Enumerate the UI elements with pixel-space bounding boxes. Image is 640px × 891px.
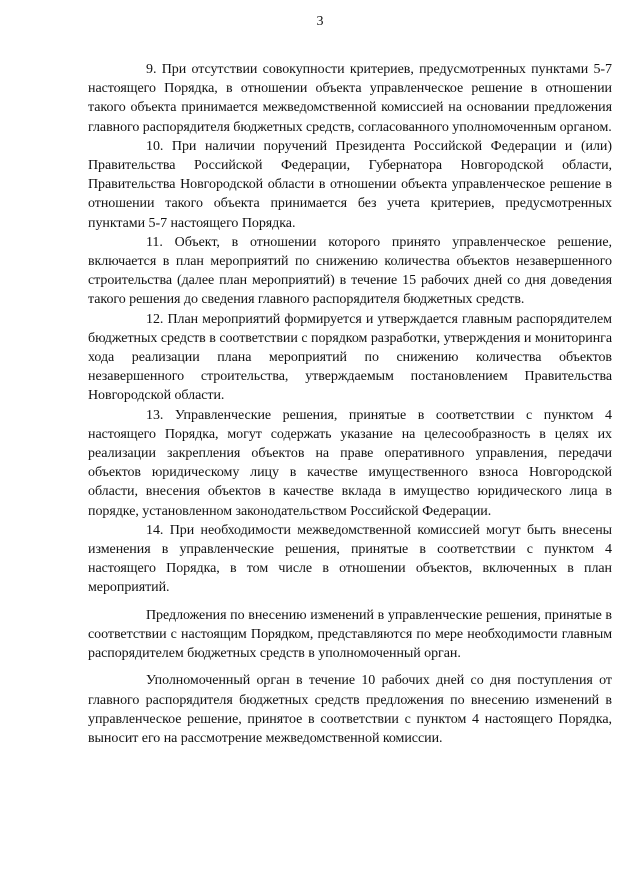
paragraph-11: 11. Объект, в отношении которого принято управленческое решение, включается в план мероприятий по снижению количества объектов незавершенного строительства (далее план мероприятий) в течение 15 рабочих дней со дня доведения такого решения до сведения главного распорядителя бюджетных средств.	[88, 234, 612, 308]
paragraph-authorized-body: Уполномоченный орган в течение 10 рабочих дней со дня поступления от главного распорядителя бюджетных средств предложения по внесению изменений в управленческое решение, принятое в соответствии с пунктом 4 настоящего Порядка, выносит его на рассмотрение межведомственной комиссии.	[88, 673, 612, 746]
document-body	[88, 60, 612, 748]
paragraph-14: 14. При необходимости межведомственной комиссией могут быть внесены изменения в управленческие решения, принятые в соответствии с пунктом 4 настоящего Порядка, в том числе в отношении объектов, включенных в план мероприятий.	[88, 522, 612, 596]
paragraph-12: 12. План мероприятий формируется и утверждается главным распорядителем бюджетных средств в соответствии с порядком разработки, утверждения и мониторинга хода реализации плана мероприятий по снижению количества объектов незавершенного строительства, утверждаемым постановлением Правительства Новгородской области.	[88, 311, 612, 404]
paragraph-13: 13. Управленческие решения, принятые в соответствии с пунктом 4 настоящего Порядка, могут содержать указание на целесообразность в целях их реализации закрепления объектов на праве оперативного управления, передачи объектов юридическому лицу в качестве имущественного взноса Новгородской области, внесения объектов в качестве вклада в имущество юридического лица в порядке, установленном законодательством Российской Федерации.	[88, 407, 612, 519]
paragraph-proposals: Предложения по внесению изменений в управленческие решения, принятые в соответствии с настоящим Порядком, представляются по мере необходимости главным распорядителем бюджетных средств в уполномоченный орган.	[88, 607, 612, 662]
page-number: 3	[316, 14, 324, 29]
paragraph-10: 10. При наличии поручений Президента Российской Федерации и (или) Правительства Российской Федерации, Губернатора Новгородской области, Правительства Новгородской области в отношении объекта управленческое решение в отношении такого объекта принимается без учета критериев, предусмотренных пунктами 5-7 настоящего Порядка.	[88, 138, 612, 231]
paragraph-9: 9. При отсутствии совокупности критериев, предусмотренных пунктами 5-7 настоящего Порядка, в отношении объекта управленческое решение в отношении такого объекта принимается межведомственной комиссией на основании предложения главного распорядителя бюджетных средств, согласованного уполномоченным органом.	[88, 62, 612, 135]
